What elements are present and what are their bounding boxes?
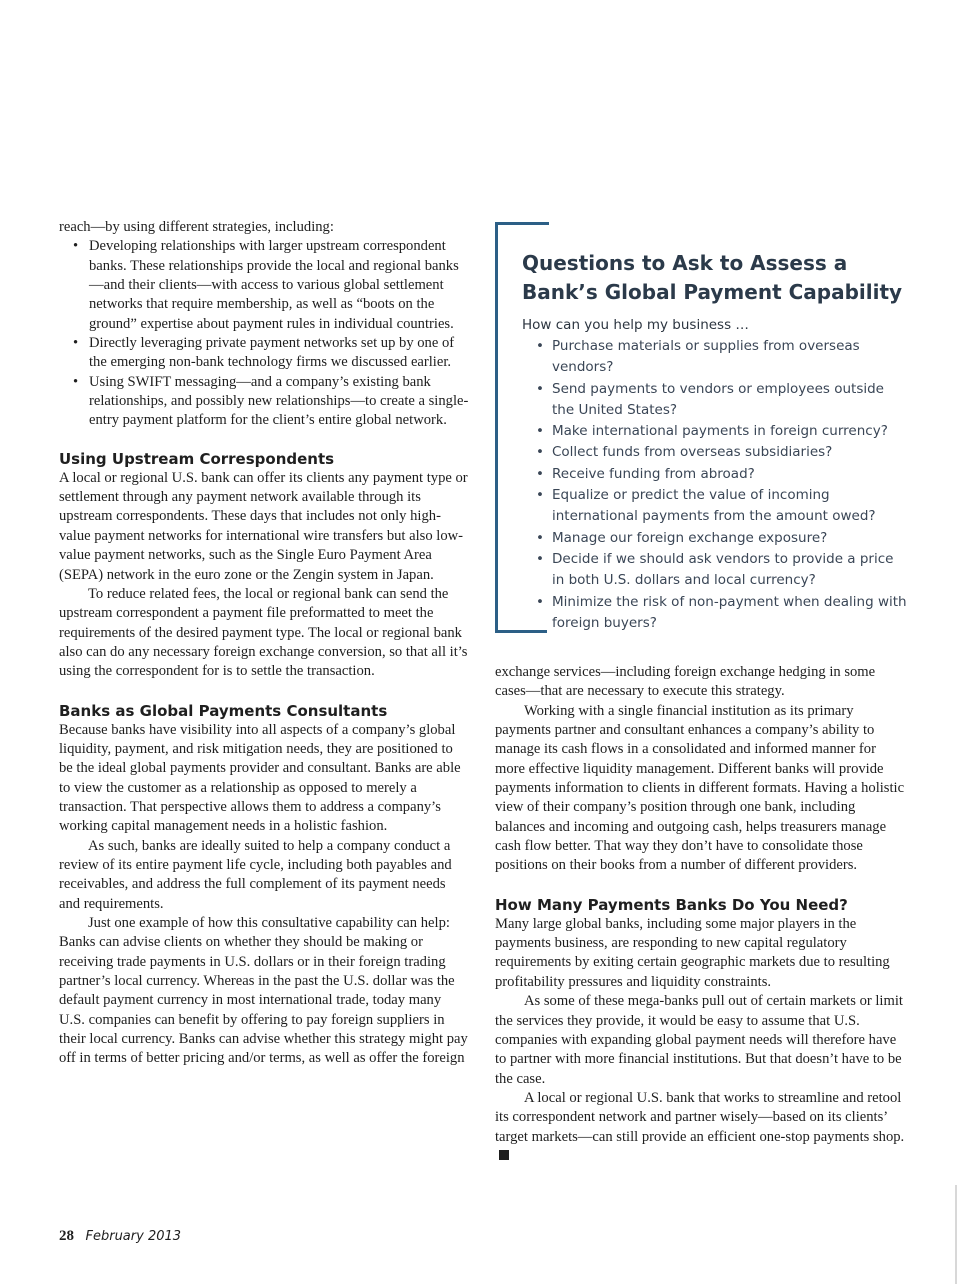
left-column (59, 218, 469, 1069)
body-paragraph: Many large global banks, including some major players in the payments business, are responding to new capital regulatory requirements by exiting certain geographic markets due to resulting profitability pressures and liquidity constraints. (495, 915, 890, 990)
question-item: • Equalize or predict the value of incoming international payments from the amount owed? (522, 485, 907, 528)
final-paragraph-text: A local or regional U.S. bank that works to streamline and retool its correspondent network and partner wisely—based on its clients’ target markets—can still provide an efficient one-stop payments shop. (495, 1089, 905, 1145)
body-paragraph: Working with a single financial institution as its primary payments partner and consultant enhances a company’s ability to manage its cash flows in a consolidated and informed manner for more effective liquidity management. Different banks will provide payments information to clients in different formats. Having a holistic view of their company’s position through one bank, including balances and incoming and outgoing cash, helps treasurers manage cash flow better. That way they don’t have to consolidate those positions on their books from a number of different providers. (495, 702, 905, 874)
page-number: 28 (59, 1228, 74, 1244)
page-footer (59, 1228, 181, 1245)
question-item: • Minimize the risk of non-payment when dealing with foreign buyers? (522, 592, 907, 635)
issue-date: February 2013 (85, 1229, 182, 1244)
body-paragraph: A local or regional U.S. bank can offer its clients any payment type or settlement through any payment network available through its upstream correspondents. These days that includes not only high-value payment networks for international wire transfers but also low-value payment networks, such as the Single Euro Payment Area (SEPA) network in the euro zone or the Zengin system in Japan. (59, 469, 468, 583)
strategy-list (59, 237, 469, 430)
strategy-item: • Using SWIFT messaging—and a company’s existing bank relationships, and possibly new relationships—to create a single-entry payment platform for the client’s entire global network. (59, 373, 469, 431)
sidebar-lead: How can you help my business … (522, 317, 749, 333)
sidebar-bracket-line (495, 222, 498, 633)
sidebar-content (522, 249, 907, 634)
question-item: • Decide if we should ask vendors to provide a price in both U.S. dollars and local currency? (522, 549, 907, 592)
strategy-item: • Developing relationships with larger upstream correspondent banks. These relationships provide the local and regional banks—and their clients—with access to various global settlement networks that require membership, as well as “boots on the ground” expertise about payment rules in individual countries. (59, 237, 469, 334)
section-heading: Banks as Global Payments Consultants (59, 701, 388, 720)
strategy-item: • Directly leveraging private payment networks set up by one of the emerging non-bank technology firms we discussed earlier. (59, 334, 469, 373)
section-heading: How Many Payments Banks Do You Need? (495, 895, 848, 914)
question-item: • Purchase materials or supplies from overseas vendors? (522, 336, 907, 379)
right-column (495, 663, 905, 1166)
sidebar-bracket-top (495, 222, 549, 225)
body-paragraph: exchange services—including foreign exchange hedging in some cases—that are necessary to execute this strategy. (495, 664, 876, 700)
section-heading: Using Upstream Correspondents (59, 449, 335, 468)
questions-sidebar (495, 222, 915, 633)
question-item: • Collect funds from overseas subsidiaries? (522, 442, 907, 463)
final-paragraph (495, 1089, 905, 1166)
question-item: • Manage our foreign exchange exposure? (522, 528, 907, 549)
body-paragraph: As such, banks are ideally suited to help a company conduct a review of its entire payment life cycle, including both payables and receivables, and address the full complement of its payment needs and requirements. (59, 837, 452, 912)
body-paragraph: To reduce related fees, the local or regional bank can send the upstream correspondent a payment file preformatted to meet the requirements of the desired payment type. The local or regional bank also can do any necessary foreign exchange conversion, so that all it’s using the correspondent for is to settle the transaction. (59, 585, 468, 680)
question-item: • Make international payments in foreign currency? (522, 421, 907, 442)
body-paragraph: As some of these mega-banks pull out of certain markets or limit the services they provide, it would be easy to assume that U.S. companies with expanding global payment needs will therefore have to partner with more financial institutions. But that doesn’t have to be the case. (495, 993, 903, 1087)
page-edge-divider (955, 1185, 957, 1284)
question-list (522, 336, 907, 634)
end-of-article-mark (499, 1150, 509, 1160)
question-item: • Receive funding from abroad? (522, 464, 907, 485)
body-paragraph: Just one example of how this consultative capability can help: Banks can advise clients on whether they should be making or receiving trade payments in U.S. dollars or in their foreign trading partner’s local currency. Whereas in the past the U.S. dollar was the default payment currency in most international trade, today many U.S. companies can benefit by offering to pay foreign suppliers in their local currency. Banks can advise whether this strategy might pay off in terms of better pricing and/or terms, as well as offer the foreign (59, 915, 468, 1067)
question-item: • Send payments to vendors or employees outside the United States? (522, 379, 907, 422)
body-paragraph: Because banks have visibility into all aspects of a company’s global liquidity, payment, and risk mitigation needs, they are positioned to be the ideal global payments provider and consultant. Banks are able to view the customer as a relationship as opposed to merely a transaction. That perspective allows them to address a company’s working capital management needs in a holistic fashion. (59, 721, 461, 835)
intro-line: reach—by using different strategies, including: (59, 219, 334, 235)
sidebar-title: Questions to Ask to Assess a Bank’s Global Payment Capability (522, 251, 903, 304)
